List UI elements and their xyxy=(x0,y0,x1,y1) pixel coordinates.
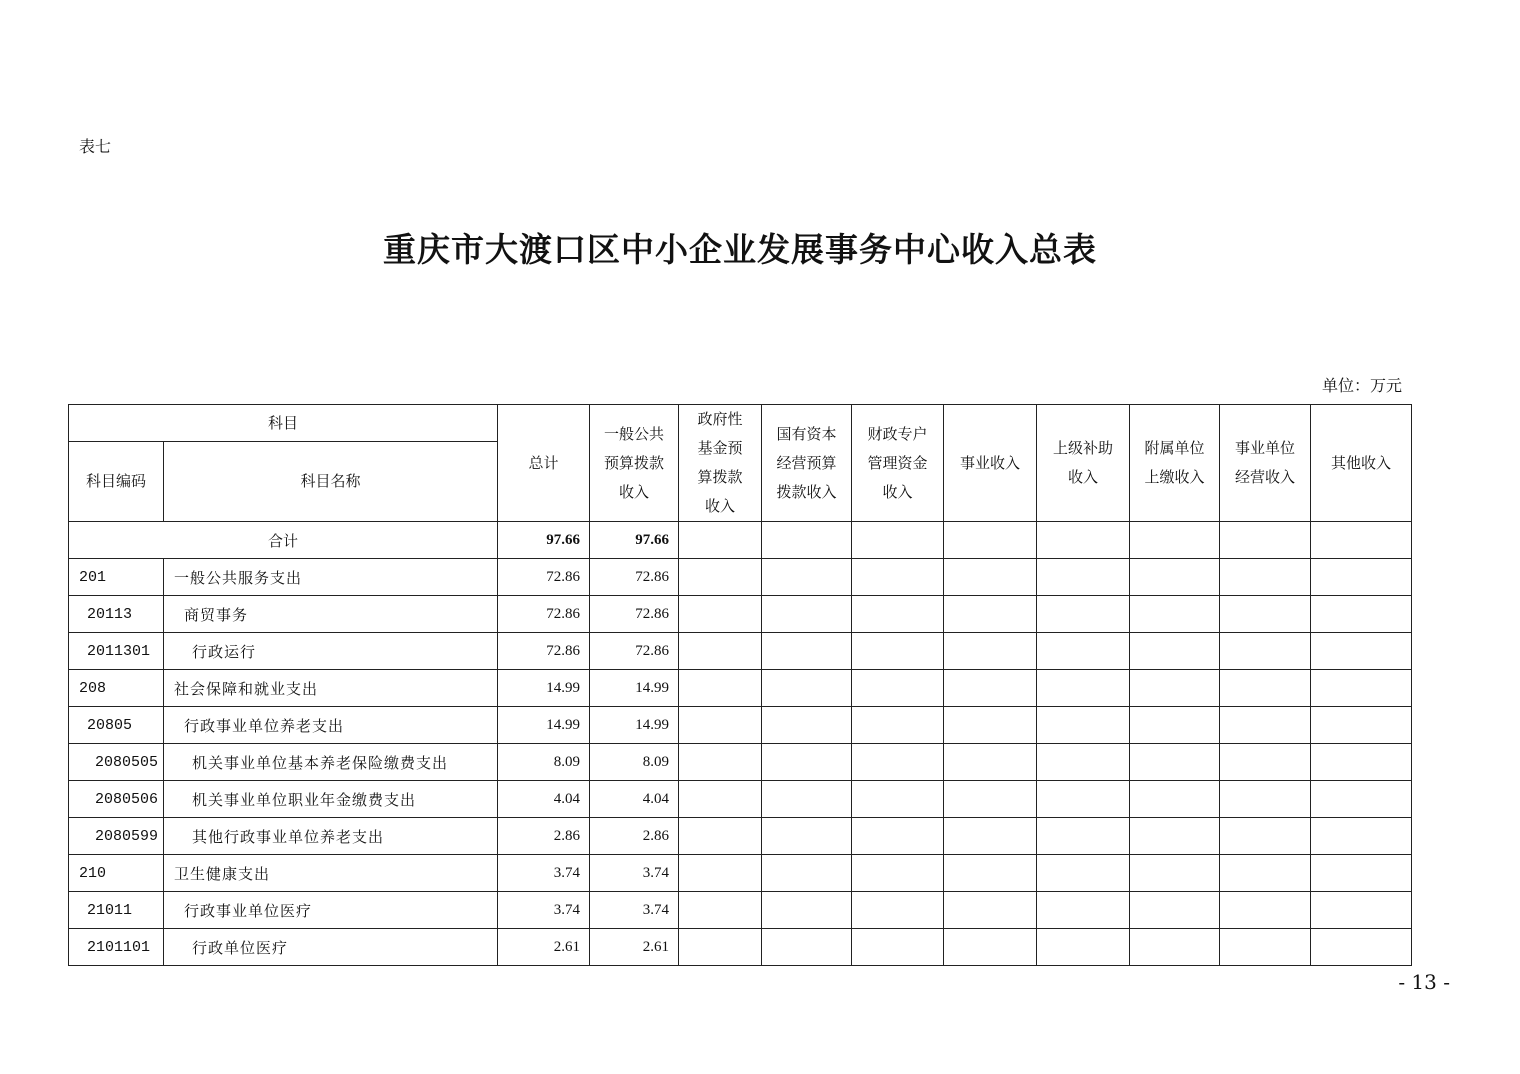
general-budget-cell: 4.04 xyxy=(590,781,679,818)
total-cell: 3.74 xyxy=(498,855,590,892)
table-row xyxy=(69,818,1412,855)
subject-name: 机关事业单位职业年金缴费支出 xyxy=(164,781,498,818)
total-cell: 4.04 xyxy=(498,781,590,818)
table-row xyxy=(69,929,1412,966)
subject-name: 行政事业单位医疗 xyxy=(164,892,498,929)
subject-name: 一般公共服务支出 xyxy=(164,559,498,596)
total-cell: 3.74 xyxy=(498,892,590,929)
total-general-budget-value: 97.66 xyxy=(590,522,679,559)
general-budget-cell: 72.86 xyxy=(590,559,679,596)
subject-code: 2080599 xyxy=(69,818,164,855)
table-row xyxy=(69,855,1412,892)
total-cell: 14.99 xyxy=(498,707,590,744)
general-budget-cell: 2.61 xyxy=(590,929,679,966)
subject-name: 行政单位医疗 xyxy=(164,929,498,966)
total-cell: 14.99 xyxy=(498,670,590,707)
subject-code: 2080505 xyxy=(69,744,164,781)
general-budget-cell: 2.86 xyxy=(590,818,679,855)
header-fiscal-special: 财政专户管理资金收入 xyxy=(852,405,944,522)
total-label: 合计 xyxy=(69,522,498,559)
total-cell: 8.09 xyxy=(498,744,590,781)
subject-code: 208 xyxy=(69,670,164,707)
general-budget-cell: 72.86 xyxy=(590,633,679,670)
total-cell: 72.86 xyxy=(498,633,590,670)
total-cell: 72.86 xyxy=(498,559,590,596)
general-budget-cell: 14.99 xyxy=(590,707,679,744)
subject-code: 20113 xyxy=(69,596,164,633)
header-gov-fund: 政府性基金预算拨款收入 xyxy=(679,405,762,522)
subject-name: 其他行政事业单位养老支出 xyxy=(164,818,498,855)
header-business: 事业收入 xyxy=(944,405,1037,522)
total-row xyxy=(69,522,1412,559)
total-value: 97.66 xyxy=(498,522,590,559)
subject-name: 机关事业单位基本养老保险缴费支出 xyxy=(164,744,498,781)
subject-code: 210 xyxy=(69,855,164,892)
subject-name: 商贸事务 xyxy=(164,596,498,633)
header-other: 其他收入 xyxy=(1311,405,1412,522)
general-budget-cell: 72.86 xyxy=(590,596,679,633)
total-cell: 72.86 xyxy=(498,596,590,633)
header-general-budget: 一般公共预算拨款收入 xyxy=(590,405,679,522)
general-budget-cell: 14.99 xyxy=(590,670,679,707)
subject-code: 21011 xyxy=(69,892,164,929)
header-name: 科目名称 xyxy=(164,442,498,522)
subject-code: 2011301 xyxy=(69,633,164,670)
header-superior-subsidy: 上级补助收入 xyxy=(1037,405,1130,522)
subject-name: 卫生健康支出 xyxy=(164,855,498,892)
subject-code: 2101101 xyxy=(69,929,164,966)
table-row xyxy=(69,744,1412,781)
table-row xyxy=(69,707,1412,744)
general-budget-cell: 3.74 xyxy=(590,855,679,892)
subject-code: 20805 xyxy=(69,707,164,744)
subject-name: 社会保障和就业支出 xyxy=(164,670,498,707)
subject-name: 行政运行 xyxy=(164,633,498,670)
table-row xyxy=(69,670,1412,707)
table-row xyxy=(69,633,1412,670)
table-row xyxy=(69,781,1412,818)
header-total: 总计 xyxy=(498,405,590,522)
subject-code: 201 xyxy=(69,559,164,596)
header-affiliated: 附属单位上缴收入 xyxy=(1130,405,1220,522)
table-row xyxy=(69,596,1412,633)
page-number: - 13 - xyxy=(1398,970,1450,994)
total-cell: 2.61 xyxy=(498,929,590,966)
table-row xyxy=(69,892,1412,929)
unit-label: 单位：万元 xyxy=(1321,376,1402,395)
page-title: 重庆市大渡口区中小企业发展事务中心收入总表 xyxy=(383,230,1097,269)
general-budget-cell: 3.74 xyxy=(590,892,679,929)
subject-code: 2080506 xyxy=(69,781,164,818)
income-summary-table xyxy=(68,404,1412,966)
total-cell: 2.86 xyxy=(498,818,590,855)
header-operating: 事业单位经营收入 xyxy=(1220,405,1311,522)
table-row xyxy=(69,559,1412,596)
header-state-capital: 国有资本经营预算拨款收入 xyxy=(762,405,852,522)
table-number-label: 表七 xyxy=(79,137,112,156)
header-subject: 科目 xyxy=(69,405,498,442)
general-budget-cell: 8.09 xyxy=(590,744,679,781)
header-code: 科目编码 xyxy=(69,442,164,522)
subject-name: 行政事业单位养老支出 xyxy=(164,707,498,744)
